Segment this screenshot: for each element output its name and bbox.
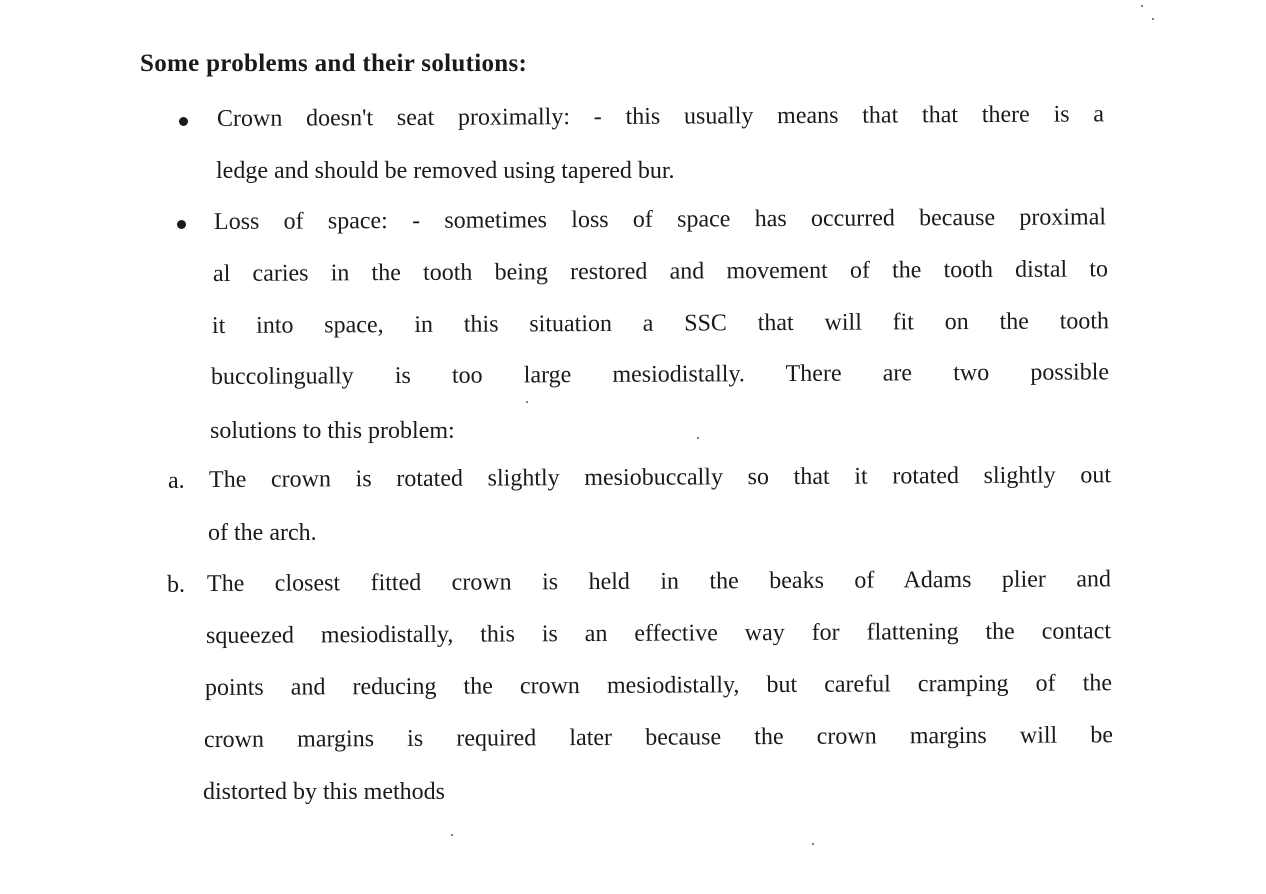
text-line: points and reducing the crown mesiodistally, but careful cramping of the [204, 670, 1113, 701]
item-letter: a. [168, 468, 185, 494]
text-line: solutions to this problem: [210, 418, 455, 444]
text-line: ledge and should be removed using tapered bur. [216, 158, 675, 184]
scan-speck [1141, 5, 1143, 7]
text-line: buccolingually is too large mesiodistally. There are two possible [210, 359, 1110, 390]
text-line: crown margins is required later because the crown margins will be [203, 722, 1114, 753]
scan-speck [451, 834, 453, 836]
text-line: it into space, in this situation a SSC that will fit on the tooth [211, 308, 1110, 339]
scan-speck [526, 401, 528, 403]
text-line: al caries in the tooth being restored and movement of the tooth distal to [212, 256, 1109, 287]
scan-speck [1152, 18, 1154, 20]
text-line: Loss of space: - sometimes loss of space has occurred because proximal [213, 204, 1107, 235]
scan-speck [812, 843, 814, 845]
item-letter: b. [167, 572, 185, 598]
bullet-marker [177, 220, 186, 229]
text-line: The crown is rotated slightly mesiobuccally so that it rotated slightly out [208, 462, 1112, 493]
text-line: The closest fitted crown is held in the beaks of Adams plier and [206, 566, 1112, 597]
text-line: of the arch. [208, 520, 317, 546]
text-line: Crown doesn't seat proximally: - this usually means that that there is a [216, 101, 1105, 132]
section-heading: Some problems and their solutions: [140, 50, 528, 77]
scan-speck [697, 437, 699, 439]
text-line: distorted by this methods [203, 779, 445, 805]
text-line: squeezed mesiodistally, this is an effective way for flattening the contact [205, 618, 1112, 649]
bullet-marker [179, 117, 188, 126]
